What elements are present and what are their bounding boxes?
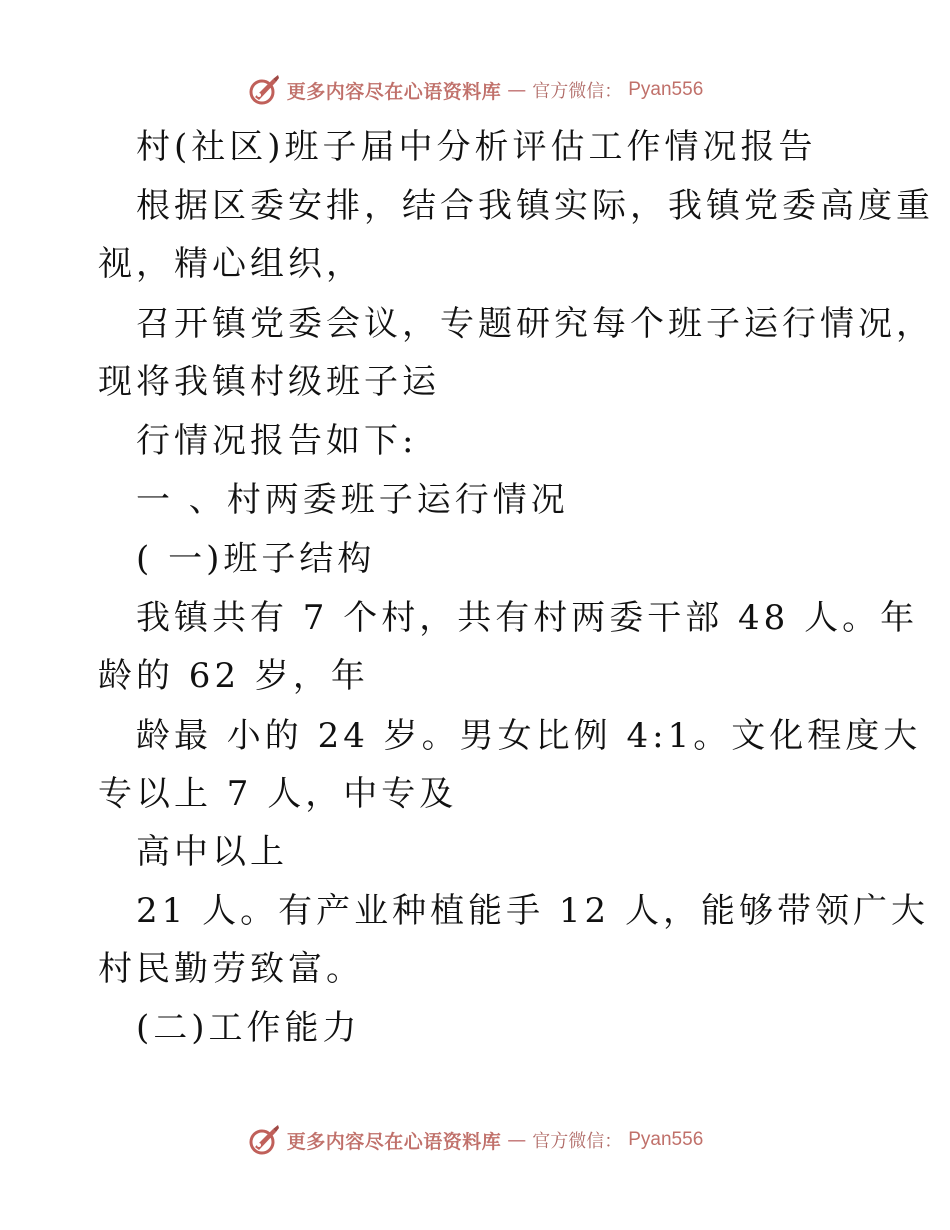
section-heading: 一 、村两委班子运行情况 <box>136 480 569 520</box>
paragraph-line: 行情况报告如下: <box>136 421 418 461</box>
paragraph-line: 召开镇党委会议，专题研究每个班子运行情况， <box>136 304 934 344</box>
watermark-text: 更多内容尽在心语资料库 <box>286 80 502 103</box>
paragraph-line: 高中以上 <box>136 832 288 872</box>
paragraph-line: 现将我镇村级班子运 <box>98 362 440 402</box>
paragraph-line: 根据区委安排，结合我镇实际，我镇党委高度重 <box>136 186 934 226</box>
watermark-wechat-label: 官方微信： <box>532 1131 623 1152</box>
paragraph-line: 21 人。有产业种植能手 12 人，能够带领广大 <box>136 891 929 931</box>
paragraph-line: 我镇共有 7 个村，共有村两委干部 48 人。年 <box>136 598 919 638</box>
watermark-dash: — <box>507 1129 527 1151</box>
quill-pen-logo-icon <box>247 73 281 107</box>
paragraph-line: 龄的 62 岁，年 <box>98 656 369 696</box>
document-title: 村(社区)班子届中分析评估工作情况报告 <box>136 127 817 167</box>
quill-pen-logo-icon <box>247 1123 281 1157</box>
watermark-text: 更多内容尽在心语资料库 <box>286 1130 502 1153</box>
watermark-wechat-label: 官方微信： <box>532 81 623 102</box>
watermark-banner-top <box>0 70 950 110</box>
watermark-wechat-id: Pyan556 <box>628 1129 704 1150</box>
watermark-wechat-id: Pyan556 <box>628 79 704 100</box>
paragraph-line: 视，精心组织， <box>98 244 364 284</box>
watermark-dash: — <box>507 79 527 101</box>
watermark-banner-bottom <box>0 1120 950 1160</box>
paragraph-line: 龄最 小的 24 岁。男女比例 4:1。文化程度大 <box>136 716 922 756</box>
paragraph-line: 村民勤劳致富。 <box>98 949 364 989</box>
subsection-heading: ( 一)班子结构 <box>136 539 376 579</box>
paragraph-line: 专以上 7 人，中专及 <box>98 774 458 814</box>
subsection-heading: (二)工作能力 <box>136 1008 361 1048</box>
